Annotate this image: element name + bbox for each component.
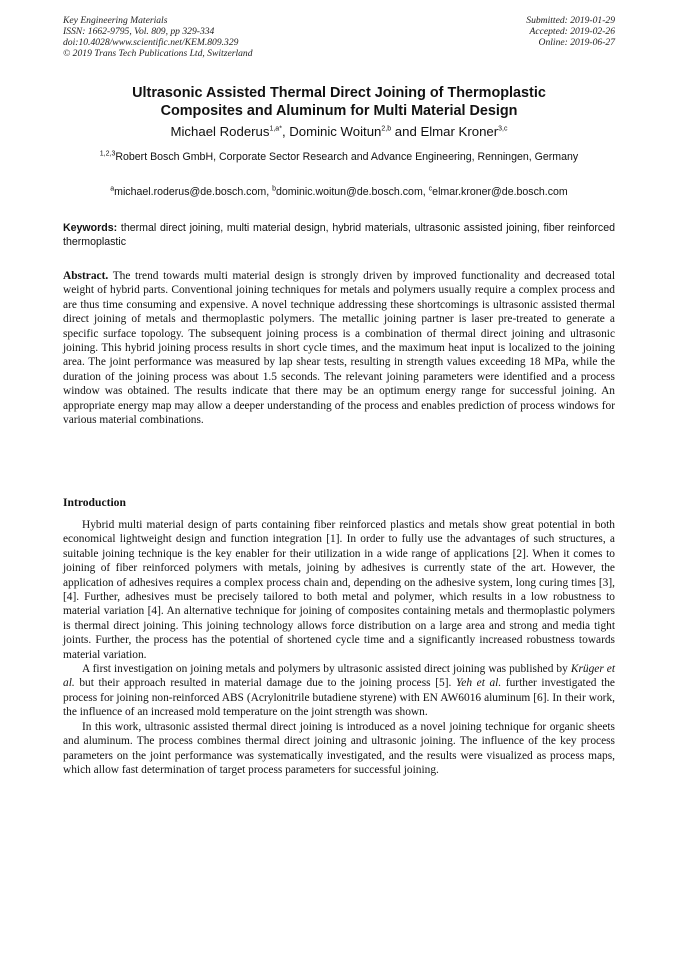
email-superscript: b [272, 185, 276, 193]
email-superscript: c [428, 185, 433, 193]
citation-author: Yeh et al. [455, 677, 502, 690]
title-line-2: Composites and Aluminum for Multi Material Design [160, 103, 518, 119]
introduction-heading: Introduction [63, 496, 126, 509]
intro-paragraph-1: Hybrid multi material design of parts containing fiber reinforced plastics and metals show great potential in both economical lightweight design and function integration [1]. In order to fully use the advantages of such structures, a suitable joining technique is the key enabler for their utilization in a wide range of applications [2]. When it comes to joining of fiber reinforced polymers with metals, joining by adhesives is currently state of the art. However, the application of adhesives requires a complex process chain and, depending on the adhesive system, long curing times [3], [4]. Further, adhesives must be precisely tailored to both metal and polymer, which results in a low robustness to material variation [4]. An alternative technique for joining of composites containing metals and thermoplastic polymers is thermal direct joining. This joining technology allows force distribution on a large area and strong and media tight joints. Further, the process has the potential of shortened cycle time and a significantly increased robustness towards material variation. [63, 519, 615, 661]
keywords-label: Keywords: [63, 222, 118, 234]
author-superscript: 1,a* [269, 125, 282, 133]
author-list [63, 124, 615, 140]
submitted-date: Submitted: 2019-01-29 [526, 15, 615, 26]
keywords-text: thermal direct joining, multi material design, hybrid materials, ultrasonic assisted joining, fiber reinforced thermoplastic [63, 222, 615, 248]
author-name: Dominic Woitun [289, 124, 382, 139]
accepted-date: Accepted: 2019-02-26 [529, 26, 615, 37]
paragraph-text: A first investigation on joining metals and polymers by ultrasonic assisted direct joining was published by [82, 663, 571, 676]
submission-dates [526, 15, 615, 48]
journal-info [63, 15, 253, 59]
abstract-text: The trend towards multi material design is strongly driven by improved functionality and decreased total weight of hybrid parts. Conventional joining techniques for metals and polymers usually require a complex process and are thus time consuming and expensive. A novel technique addressing these shortcomings is ultrasonic assisted thermal direct joining of metals and thermoplastic polymers. The metallic joining partner is laser pre-treated to generate a specific surface topology. The subsequent joining process is a combination of thermal direct joining and ultrasonic joining. This hybrid joining process results in short cycle times, and the maximum heat input is localized to the joining area. The joint performance was measured by lap shear tests, resulting in strength values exceeding 18 MPa, while the duration of the joining process was about 1.5 seconds. The relevant joining parameters were identified and a process window was obtained. The results indicate that there may be an optimum energy range for successful joining. An appropriate energy map may allow a deeper understanding of the process and enables prediction of process windows for various material combinations. [63, 270, 615, 427]
journal-name: Key Engineering Materials [63, 15, 168, 26]
author-separator: and [391, 124, 421, 139]
affiliation [73, 150, 605, 165]
paragraph-text: but their approach resulted in material damage due to the joining process [5]. [74, 677, 456, 690]
email-link[interactable]: elmar.kroner@de.bosch.com [432, 186, 568, 198]
paper-title [63, 84, 615, 120]
abstract-section [63, 269, 615, 427]
author-emails [63, 185, 615, 199]
journal-copyright: © 2019 Trans Tech Publications Ltd, Switzerland [63, 48, 253, 59]
journal-doi[interactable]: doi:10.4028/www.scientific.net/KEM.809.329 [63, 37, 239, 48]
journal-issn: ISSN: 1662-9795, Vol. 809, pp 329-334 [63, 26, 215, 37]
affiliation-text: Robert Bosch GmbH, Corporate Sector Research and Advance Engineering, Renningen, Germany [115, 151, 579, 163]
author-superscript: 2,b [381, 125, 392, 133]
email-separator: , [422, 186, 429, 198]
email-superscript: a [110, 185, 115, 193]
paragraph-text: further investigated the process for joining non-reinforced ABS (Acrylonitrile butadiene styrene) with EN AW6016 aluminum [6]. In their work, the influence of an increased mold temperature on the joint strength was shown. [63, 677, 615, 719]
email-link[interactable]: dominic.woitun@de.bosch.com [276, 186, 423, 198]
author-name: Michael Roderus [170, 124, 270, 139]
intro-paragraph-2 [63, 662, 615, 720]
online-date: Online: 2019-06-27 [538, 37, 615, 48]
abstract-label: Abstract. [63, 270, 109, 282]
author-superscript: 3,c [498, 125, 508, 133]
author-name: Elmar Kroner [420, 124, 499, 139]
title-line-1: Ultrasonic Assisted Thermal Direct Joining of Thermoplastic [132, 85, 546, 101]
keywords-section [63, 221, 615, 249]
intro-paragraph-3: In this work, ultrasonic assisted thermal direct joining is introduced as a novel joining technique for organic sheets and aluminum. The process combines thermal direct joining and ultrasonic joining. The influence of the key process parameters on the joint performance was systematically investigated, and the results were visualized as process maps, which allow fast determination of target process parameters for successful joining. [63, 720, 615, 776]
email-link[interactable]: michael.roderus@de.bosch.com [114, 186, 267, 198]
email-separator: , [266, 186, 273, 198]
citation-author: Krüger et al. [63, 663, 616, 690]
affiliation-superscript: 1,2,3 [99, 150, 116, 158]
introduction-body [63, 518, 615, 777]
author-separator: , [281, 124, 290, 139]
